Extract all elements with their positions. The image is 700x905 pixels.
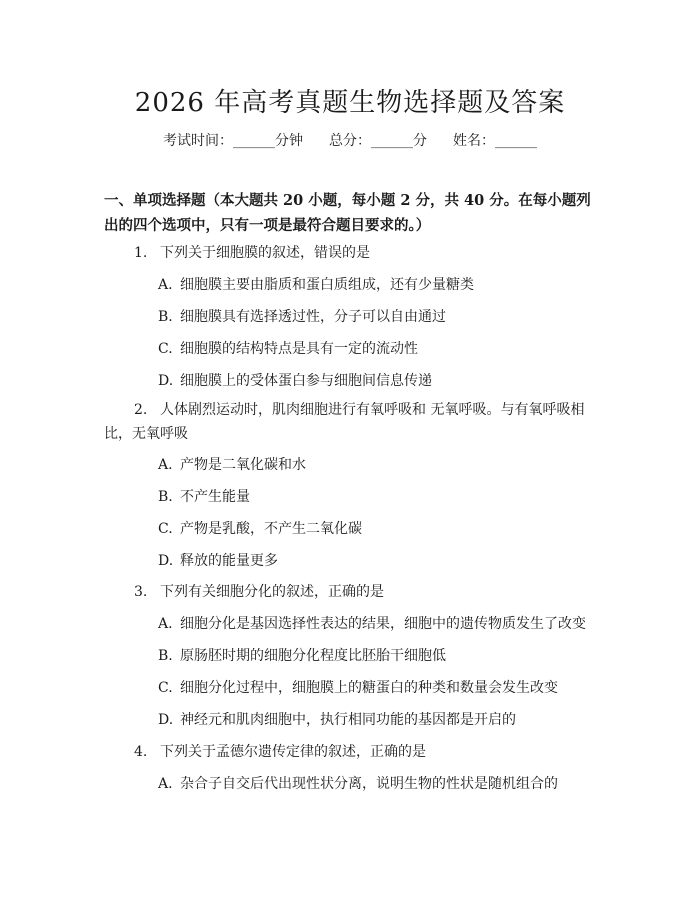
question-2 (104, 398, 604, 446)
q2-option-b (158, 485, 250, 509)
q3-option-d (158, 708, 516, 732)
question-stem: 人体剧烈运动时，肌肉细胞进行有氧呼吸和 无氧呼吸。与有氧呼吸相比，无氧呼吸 (104, 402, 585, 442)
option-letter: A. (158, 277, 173, 293)
q1-option-b (158, 305, 446, 329)
q1-option-a (158, 273, 474, 297)
option-letter: C. (158, 680, 173, 696)
q3-option-c (158, 676, 558, 700)
exam-time-field: 考试时间：______分钟 (163, 133, 303, 149)
option-text: 产物是乳酸，不产生二氧化碳 (180, 521, 362, 537)
option-text: 细胞分化过程中，细胞膜上的糖蛋白的种类和数量会发生改变 (180, 680, 558, 696)
option-letter: C. (158, 521, 173, 537)
q3-option-a (158, 612, 586, 636)
q2-option-d (158, 549, 278, 573)
option-text: 释放的能量更多 (180, 553, 278, 569)
exam-meta (0, 130, 700, 150)
section-heading: 一、单项选择题（本大题共 20 小题，每小题 2 分，共 40 分。在每小题列出的四个选项中，只有一项是最符合题目要求的。） (104, 192, 591, 234)
option-text: 细胞膜主要由脂质和蛋白质组成，还有少量糖类 (180, 277, 474, 293)
question-stem: 下列关于细胞膜的叙述，错误的是 (160, 245, 370, 261)
q3-option-b (158, 644, 446, 668)
question-stem: 下列关于孟德尔遗传定律的叙述，正确的是 (160, 744, 426, 760)
question-number: 4. (134, 744, 148, 760)
option-letter: B. (158, 309, 173, 325)
option-letter: A. (158, 776, 173, 792)
question-3 (134, 580, 384, 604)
option-letter: B. (158, 489, 173, 505)
option-text: 不产生能量 (180, 489, 250, 505)
option-letter: D. (158, 712, 174, 728)
option-letter: D. (158, 373, 174, 389)
question-4 (134, 740, 426, 764)
option-text: 神经元和肌肉细胞中，执行相同功能的基因都是开启的 (180, 712, 516, 728)
option-text: 细胞膜具有选择透过性，分子可以自由通过 (180, 309, 446, 325)
question-number: 2. (134, 402, 148, 418)
question-number: 1. (134, 245, 148, 261)
option-letter: C. (158, 341, 173, 357)
question-1 (134, 241, 370, 265)
option-letter: A. (158, 616, 173, 632)
q1-option-c (158, 337, 418, 361)
page-title: 2026 年高考真题生物选择题及答案 (134, 88, 566, 118)
option-text: 细胞分化是基因选择性表达的结果，细胞中的遗传物质发生了改变 (180, 616, 586, 632)
exam-score-field: 总分：______分 (329, 133, 427, 149)
option-letter: B. (158, 648, 173, 664)
question-stem: 下列有关细胞分化的叙述，正确的是 (160, 584, 384, 600)
question-number: 3. (134, 584, 148, 600)
q2-option-c (158, 517, 362, 541)
option-letter: A. (158, 457, 173, 473)
student-name-field: 姓名：______ (453, 133, 537, 149)
option-text: 细胞膜的结构特点是具有一定的流动性 (180, 341, 418, 357)
option-text: 细胞膜上的受体蛋白参与细胞间信息传递 (180, 373, 432, 389)
q4-option-a (158, 772, 558, 796)
option-text: 原肠胚时期的细胞分化程度比胚胎干细胞低 (180, 648, 446, 664)
q2-option-a (158, 453, 306, 477)
option-text: 产物是二氧化碳和水 (180, 457, 306, 473)
q1-option-d (158, 369, 432, 393)
option-text: 杂合子自交后代出现性状分离，说明生物的性状是随机组合的 (180, 776, 558, 792)
option-letter: D. (158, 553, 174, 569)
